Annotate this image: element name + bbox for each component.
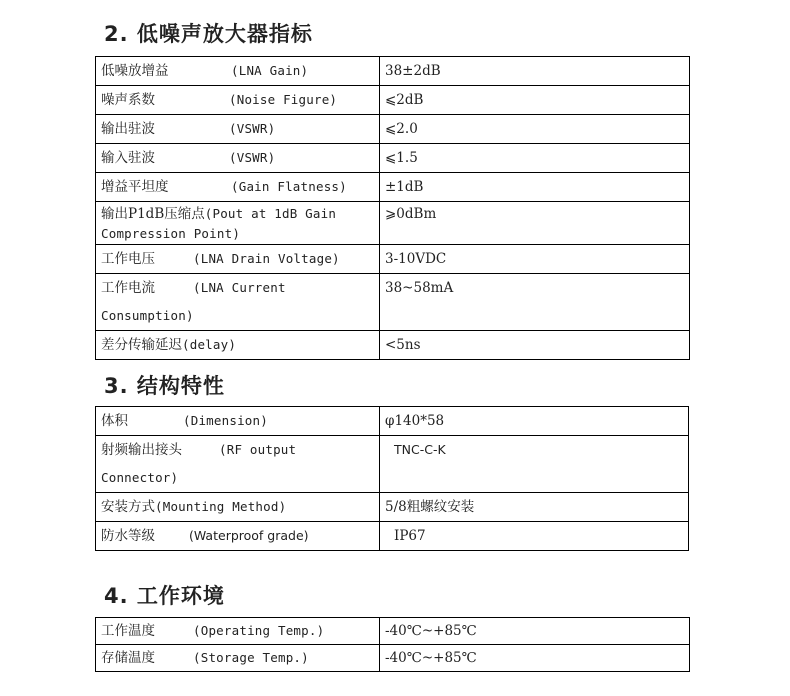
spec-value: ⩽1.5 [380,144,690,173]
spec-label-zh: 输出驻波 [101,121,155,137]
spec-value: TNC-C-K [380,436,689,493]
spec-label-en: (RF output Connector) [101,442,297,485]
environment-spec-table [95,617,690,672]
spec-label [96,274,380,331]
table-row [96,57,690,86]
spec-label [96,407,380,436]
spec-label-zh: 存储温度 [101,650,155,666]
table-row [96,86,690,115]
table-row [96,493,689,522]
spec-label-zh: 差分传输延迟 [101,337,182,353]
spec-value: 38±2dB [380,57,690,86]
spec-label [96,493,380,522]
table-row [96,522,689,551]
spec-label [96,522,380,551]
spec-label-zh: 低噪放增益 [101,63,169,79]
lna-spec-table [95,56,690,360]
spec-value: φ140*58 [380,407,689,436]
spec-label-zh: 射频输出接头 [101,442,182,458]
spec-value: 5/8粗螺纹安装 [380,493,689,522]
spec-label [96,86,380,115]
spec-label-en: (Waterproof grade) [189,528,309,543]
spec-value: IP67 [380,522,689,551]
table-row [96,645,690,672]
spec-label-zh: 防水等级 [101,528,155,544]
spec-label-en: (VSWR) [229,121,276,136]
spec-label [96,436,380,493]
spec-label-zh: 工作电流 [101,280,155,296]
spec-label-en: (Mounting Method) [155,499,287,514]
table-row [96,202,690,245]
section-title-structure: 3. 结构特性 [104,374,225,398]
table-row [96,407,689,436]
spec-label-en: (Pout at 1dB Gain Compression Point) [101,206,337,241]
table-row [96,331,690,360]
spec-label-zh: 工作温度 [101,623,155,639]
spec-label-zh: 体积 [101,413,128,429]
spec-label [96,173,380,202]
spec-value: ⩽2.0 [380,115,690,144]
spec-label-en: (Dimension) [183,413,268,428]
table-row [96,173,690,202]
spec-label [96,331,380,360]
spec-label-en: (VSWR) [229,150,276,165]
spec-label [96,115,380,144]
spec-label-en: (Gain Flatness) [231,179,347,194]
spec-value: ⩾0dBm [380,202,690,245]
spec-label-zh: 输入驻波 [101,150,155,166]
spec-value: ±1dB [380,173,690,202]
spec-label-en: (LNA Gain) [231,63,309,78]
spec-label-zh: 工作电压 [101,251,155,267]
spec-value: 38~58mA [380,274,690,331]
spec-label-en: (Operating Temp.) [193,623,325,638]
spec-value: -40℃~+85℃ [380,645,690,672]
spec-label [96,618,380,645]
spec-label [96,245,380,274]
spec-label-en: (LNA Drain Voltage) [193,251,340,266]
spec-value: ⩽2dB [380,86,690,115]
structure-spec-table [95,406,689,551]
spec-label [96,57,380,86]
table-row [96,144,690,173]
table-row [96,618,690,645]
table-row [96,274,690,331]
spec-label [96,202,380,245]
spec-value: -40℃~+85℃ [380,618,690,645]
spec-label-zh: 增益平坦度 [101,179,169,195]
spec-value: 3-10VDC [380,245,690,274]
spec-label [96,645,380,672]
section-title-lna-specs: 2. 低噪声放大器指标 [104,22,313,46]
spec-label [96,144,380,173]
section-title-environment: 4. 工作环境 [104,584,225,608]
spec-label-en: (Noise Figure) [229,92,338,107]
spec-label-zh: 输出P1dB压缩点 [101,206,205,222]
spec-label-en: (LNA Current Consumption) [101,280,286,323]
table-row [96,115,690,144]
table-row [96,245,690,274]
spec-label-zh: 安装方式 [101,499,155,515]
table-row [96,436,689,493]
spec-label-en: (Storage Temp.) [193,650,309,665]
spec-value: <5ns [380,331,690,360]
spec-label-en: (delay) [182,337,237,352]
spec-label-zh: 噪声系数 [101,92,155,108]
